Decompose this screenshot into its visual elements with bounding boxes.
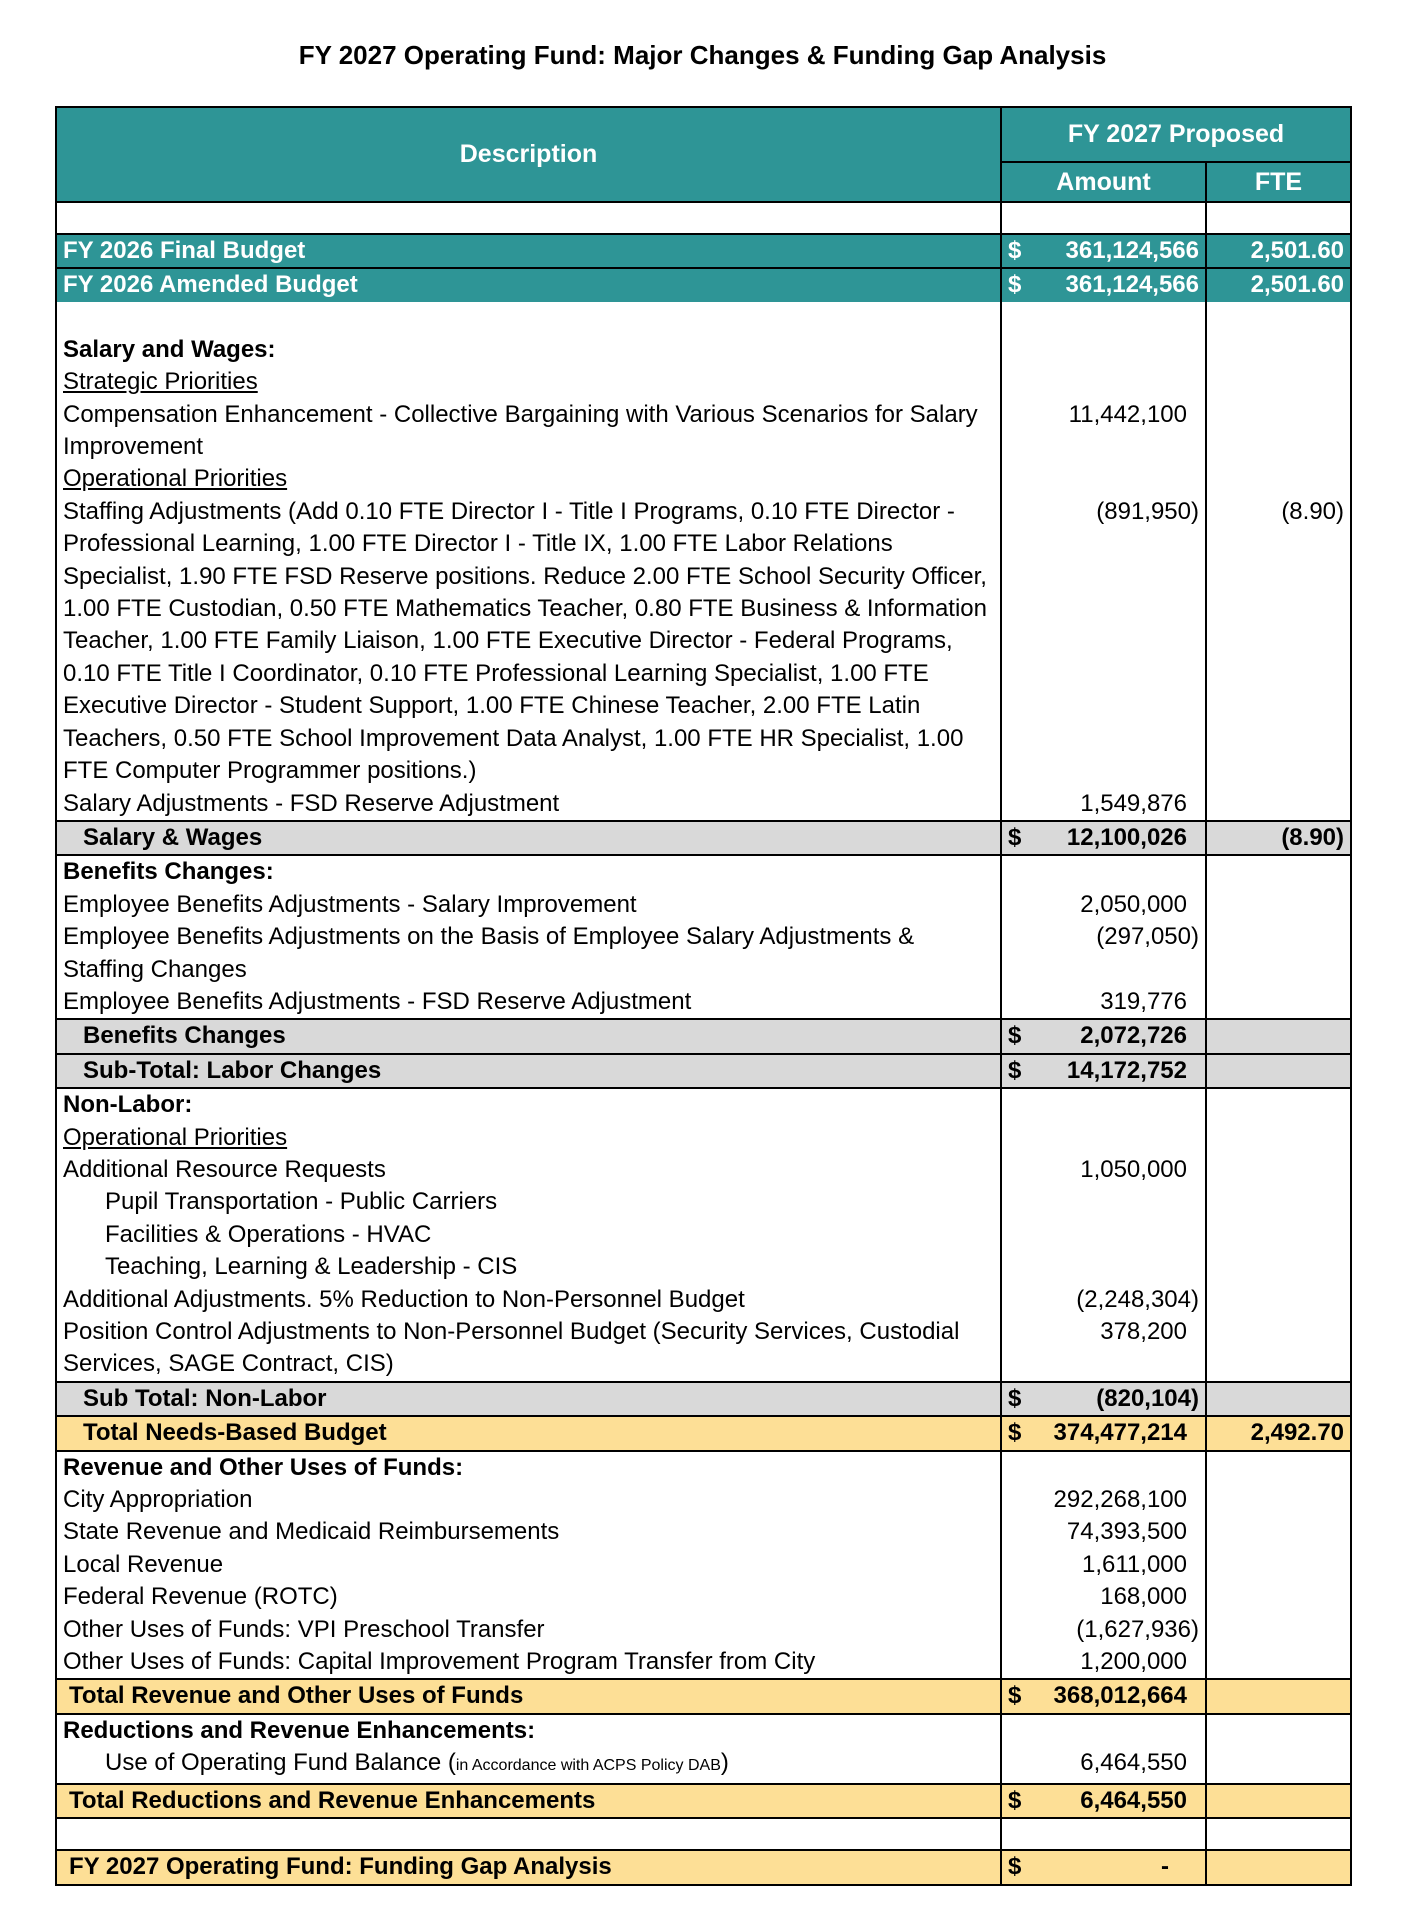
staffing-label: Staffing Adjustments (Add 0.10 FTE Director I - Title I Programs, 0.10 FTE Director - Professional Learning, 1.00 FTE Director I - Title IX, 1.00 FTE Labor Relations Specialist, 1.90 FTE FSD Reserve positions. Reduce 2.00 FTE School Security Officer, 1.00 FTE Custodian, 0.50 FTE Mathematics Teacher, 0.80 FTE Business & Information Teacher, 1.00 FTE Family Liaison, 1.00 FTE Executive Director - Federal Programs, 0.10 FTE Title I Coordinator, 0.10 FTE Professional Learning Specialist, 1.00 FTE Executive Director - Student Support, 1.00 FTE Chinese Teacher, 2.00 FTE Latin Teachers, 0.50 FTE School Improvement Data Analyst, 1.00 FTE HR Specialist, 1.00 FTE Computer Programmer positions.) [56, 496, 1001, 788]
currency-sign: $ [1008, 1853, 1022, 1881]
currency-sign: $ [1008, 1022, 1022, 1050]
revenue-amount: 168,000 [1001, 1581, 1206, 1613]
revenue-amount: 74,393,500 [1001, 1516, 1206, 1548]
subtotal-row [56, 1019, 1351, 1053]
adjustment-label: Additional Adjustments. 5% Reduction to Non-Personnel Budget [56, 1284, 1001, 1316]
subtotal-row [56, 1382, 1351, 1416]
needs-total-fte: 2,492.70 [1206, 1416, 1351, 1450]
total-row [56, 1416, 1351, 1450]
subsection-heading: Operational Priorities [56, 1122, 1001, 1154]
salary-subtotal-amount: 12,100,026 [1066, 823, 1187, 851]
fund-balance-amount: 6,464,550 [1001, 1747, 1206, 1783]
resource-sub-item: Facilities & Operations - HVAC [56, 1219, 1001, 1251]
revenue-total-amount: 368,012,664 [1053, 1682, 1187, 1710]
line-item [56, 1316, 1351, 1382]
line-item [56, 1284, 1351, 1316]
reductions-total-label: Total Reductions and Revenue Enhancements [56, 1784, 1001, 1818]
line-item [56, 1154, 1351, 1186]
revenue-label: City Appropriation [56, 1484, 1001, 1516]
benefits-subtotal-amount: 2,072,726 [1080, 1022, 1187, 1050]
staffing-amount: (891,950) [1001, 496, 1206, 788]
resource-sub-item: Teaching, Learning & Leadership - CIS [56, 1251, 1001, 1283]
header-description: Description [56, 107, 1001, 202]
revenue-label: Other Uses of Funds: Capital Improvement Program Transfer from City [56, 1646, 1001, 1679]
benefits-item2-label: Employee Benefits Adjustments on the Basis of Employee Salary Adjustments & Staffing Changes [56, 921, 1001, 986]
revenue-amount: 1,611,000 [1001, 1549, 1206, 1581]
final-budget-label: FY 2026 Final Budget [56, 234, 1001, 268]
reductions-total-amount: 6,464,550 [1080, 1786, 1187, 1814]
gap-label: FY 2027 Operating Fund: Funding Gap Analysis [56, 1850, 1001, 1884]
section-heading: Benefits Changes: [56, 855, 1001, 888]
currency-sign: $ [1008, 1419, 1022, 1447]
currency-sign: $ [1008, 1786, 1022, 1814]
line-item [56, 788, 1351, 821]
section-heading: Salary and Wages: [56, 334, 1001, 366]
line-item [56, 1484, 1351, 1516]
benefits-subtotal-label: Benefits Changes [56, 1019, 1001, 1053]
final-budget-fte: 2,501.60 [1206, 234, 1351, 268]
header-amount: Amount [1001, 162, 1206, 202]
section-heading: Revenue and Other Uses of Funds: [56, 1451, 1001, 1484]
fsd-amount: 1,549,876 [1001, 788, 1206, 821]
adjustment-amount: (2,248,304) [1001, 1284, 1206, 1316]
resource-label: Additional Resource Requests [56, 1154, 1001, 1186]
line-item [56, 889, 1351, 921]
nonlabor-subtotal-label: Sub Total: Non-Labor [56, 1382, 1001, 1416]
amended-budget-fte: 2,501.60 [1206, 268, 1351, 301]
subsection-heading: Operational Priorities [56, 463, 1001, 495]
revenue-label: State Revenue and Medicaid Reimbursements [56, 1516, 1001, 1548]
revenue-amount: 292,268,100 [1001, 1484, 1206, 1516]
benefits-item3-amount: 319,776 [1001, 986, 1206, 1019]
subtotal-row [56, 1054, 1351, 1088]
needs-total-amount: 374,477,214 [1053, 1419, 1187, 1447]
currency-sign: $ [1008, 271, 1022, 299]
fund-balance-label: Use of Operating Fund Balance (in Accordance with ACPS Policy DAB) [56, 1747, 1001, 1783]
staffing-fte: (8.90) [1206, 496, 1351, 788]
revenue-total-label: Total Revenue and Other Uses of Funds [56, 1679, 1001, 1713]
section-heading: Non-Labor: [56, 1088, 1001, 1121]
amended-budget-row [56, 268, 1351, 301]
resource-sub-item: Pupil Transportation - Public Carriers [56, 1186, 1001, 1218]
line-item [56, 1549, 1351, 1581]
final-budget-amount: 361,124,566 [1065, 237, 1199, 264]
benefits-item1-label: Employee Benefits Adjustments - Salary Improvement [56, 889, 1001, 921]
benefits-item2-amount: (297,050) [1001, 921, 1206, 986]
labor-subtotal-label: Sub-Total: Labor Changes [56, 1054, 1001, 1088]
header-fte: FTE [1206, 162, 1351, 202]
compensation-label: Compensation Enhancement - Collective Bargaining with Various Scenarios for Salary Improvement [56, 399, 1001, 464]
amended-budget-label: FY 2026 Amended Budget [56, 268, 1001, 301]
position-control-label: Position Control Adjustments to Non-Personnel Budget (Security Services, Custodial Services, SAGE Contract, CIS) [56, 1316, 1001, 1382]
line-item [56, 1516, 1351, 1548]
line-item [56, 1646, 1351, 1679]
revenue-amount: (1,627,936) [1001, 1614, 1206, 1646]
benefits-item3-label: Employee Benefits Adjustments - FSD Reserve Adjustment [56, 986, 1001, 1019]
subsection-heading: Strategic Priorities [56, 366, 1001, 398]
subtotal-row [56, 821, 1351, 855]
currency-sign: $ [1008, 823, 1022, 851]
currency-sign: $ [1008, 1384, 1022, 1412]
section-heading: Reductions and Revenue Enhancements: [56, 1714, 1001, 1747]
total-row [56, 1679, 1351, 1713]
revenue-label: Federal Revenue (ROTC) [56, 1581, 1001, 1613]
policy-note: in Accordance with ACPS Policy DAB [455, 1757, 721, 1775]
salary-subtotal-label: Salary & Wages [56, 821, 1001, 855]
line-item [56, 986, 1351, 1019]
needs-total-label: Total Needs-Based Budget [56, 1416, 1001, 1450]
benefits-item1-amount: 2,050,000 [1001, 889, 1206, 921]
line-item [56, 399, 1351, 464]
total-row [56, 1784, 1351, 1818]
line-item [56, 1614, 1351, 1646]
amended-budget-amount: 361,124,566 [1065, 271, 1199, 299]
header-proposed: FY 2027 Proposed [1001, 107, 1351, 162]
salary-subtotal-fte: (8.90) [1206, 821, 1351, 855]
nonlabor-subtotal-amount: (820,104) [1096, 1384, 1199, 1412]
page-title: FY 2027 Operating Fund: Major Changes & Funding Gap Analysis [298, 40, 1107, 70]
line-item [56, 921, 1351, 986]
currency-sign: $ [1008, 237, 1022, 264]
compensation-amount: 11,442,100 [1001, 399, 1206, 464]
revenue-label: Other Uses of Funds: VPI Preschool Transfer [56, 1614, 1001, 1646]
line-item [56, 496, 1351, 788]
labor-subtotal-amount: 14,172,752 [1066, 1056, 1187, 1084]
gap-row [56, 1850, 1351, 1884]
budget-table [55, 106, 1352, 1886]
gap-amount: - [1161, 1853, 1169, 1881]
line-item [56, 1747, 1351, 1783]
revenue-amount: 1,200,000 [1001, 1646, 1206, 1679]
currency-sign: $ [1008, 1682, 1022, 1710]
resource-amount: 1,050,000 [1001, 1154, 1206, 1186]
fsd-label: Salary Adjustments - FSD Reserve Adjustment [56, 788, 1001, 821]
final-budget-row [56, 234, 1351, 268]
position-control-amount: 378,200 [1001, 1316, 1206, 1382]
currency-sign: $ [1008, 1056, 1022, 1084]
line-item [56, 1581, 1351, 1613]
revenue-label: Local Revenue [56, 1549, 1001, 1581]
